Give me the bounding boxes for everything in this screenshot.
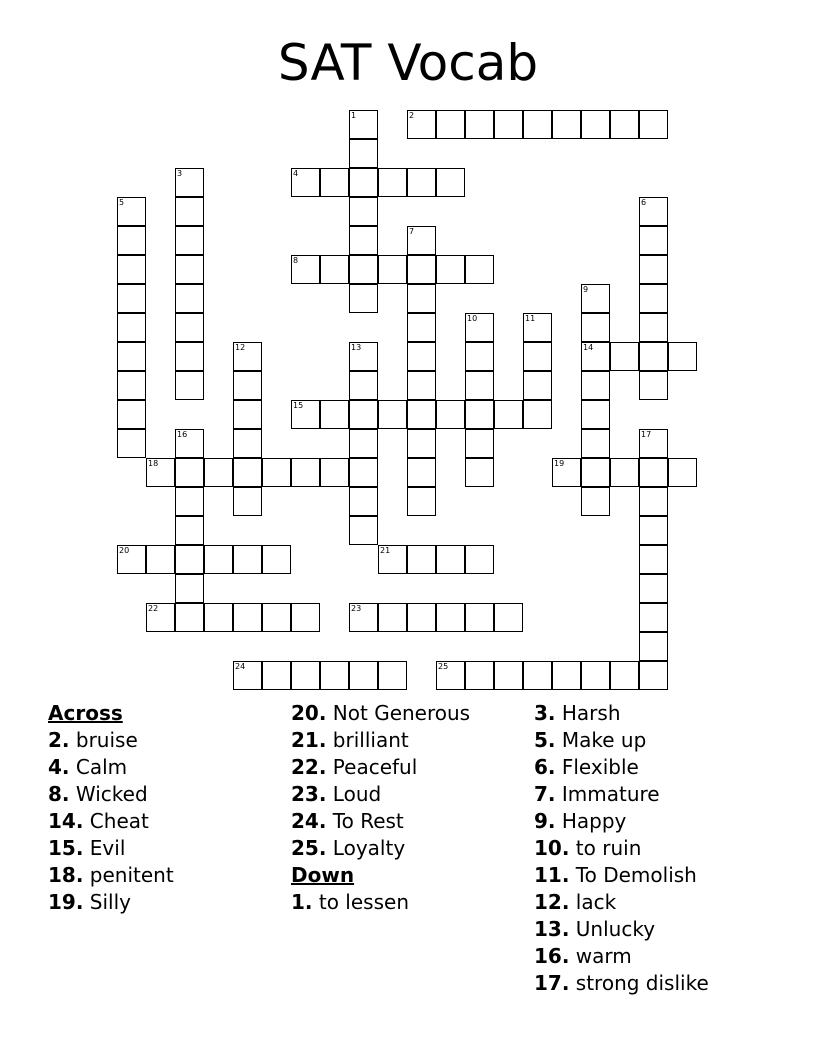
clue-number: 19 — [554, 459, 565, 468]
grid-cell[interactable] — [233, 371, 262, 400]
clue-item-number: 22. — [291, 755, 327, 779]
grid-cell[interactable] — [175, 487, 204, 516]
grid-cell[interactable] — [146, 603, 175, 632]
grid-cell[interactable] — [465, 603, 494, 632]
grid-cell[interactable] — [639, 661, 668, 690]
grid-cell[interactable] — [407, 313, 436, 342]
down-heading: Down — [291, 863, 355, 887]
grid-cell[interactable] — [436, 661, 465, 690]
grid-cell[interactable] — [581, 284, 610, 313]
clue-item — [48, 754, 293, 781]
clue-item-number: 17. — [534, 971, 570, 995]
clue-item-text: strong dislike — [575, 971, 709, 995]
grid-cell[interactable] — [378, 255, 407, 284]
grid-cell[interactable] — [291, 661, 320, 690]
grid-cell[interactable] — [349, 400, 378, 429]
grid-cell[interactable] — [581, 487, 610, 516]
clue-item-text: Calm — [75, 755, 128, 779]
clue-item-text: to ruin — [575, 836, 642, 860]
clue-item-number: 13. — [534, 917, 570, 941]
grid-cell[interactable] — [378, 661, 407, 690]
grid-cell[interactable] — [465, 371, 494, 400]
grid-cell[interactable] — [291, 400, 320, 429]
grid-cell[interactable] — [465, 661, 494, 690]
grid-cell[interactable] — [262, 603, 291, 632]
clue-item — [48, 781, 293, 808]
clue-item-text: To Demolish — [575, 863, 697, 887]
clue-item — [48, 862, 293, 889]
clue-item-text: Immature — [561, 782, 660, 806]
grid-cell[interactable] — [581, 313, 610, 342]
grid-cell[interactable] — [436, 168, 465, 197]
grid-cell[interactable] — [610, 661, 639, 690]
grid-cell[interactable] — [639, 632, 668, 661]
grid-cell[interactable] — [349, 139, 378, 168]
grid-cell[interactable] — [639, 574, 668, 603]
clue-item — [291, 781, 536, 808]
grid-cell[interactable] — [494, 661, 523, 690]
grid-cell[interactable] — [349, 197, 378, 226]
grid-cell[interactable] — [204, 458, 233, 487]
grid-cell[interactable] — [639, 110, 668, 139]
clue-item — [534, 943, 779, 970]
grid-cell[interactable] — [639, 603, 668, 632]
grid-cell[interactable] — [349, 371, 378, 400]
grid-cell[interactable] — [552, 110, 581, 139]
clue-item-number: 10. — [534, 836, 570, 860]
clue-item-number: 25. — [291, 836, 327, 860]
clue-item — [534, 727, 779, 754]
clue-item — [534, 862, 779, 889]
grid-cell[interactable] — [349, 168, 378, 197]
clue-number: 15 — [293, 401, 304, 410]
clue-list — [0, 700, 816, 995]
clue-number: 20 — [119, 546, 130, 555]
clue-item-text: Cheat — [89, 809, 149, 833]
grid-cell[interactable] — [523, 661, 552, 690]
grid-cell[interactable] — [233, 400, 262, 429]
grid-cell[interactable] — [581, 371, 610, 400]
grid-cell[interactable] — [494, 110, 523, 139]
clue-item — [48, 889, 293, 916]
grid-cell[interactable] — [175, 226, 204, 255]
grid-cell[interactable] — [320, 400, 349, 429]
grid-cell[interactable] — [117, 429, 146, 458]
clue-item-text: Happy — [561, 809, 627, 833]
grid-cell[interactable] — [117, 226, 146, 255]
grid-cell[interactable] — [117, 371, 146, 400]
grid-cell[interactable] — [262, 661, 291, 690]
grid-cell[interactable] — [407, 168, 436, 197]
clue-item-number: 2. — [48, 728, 70, 752]
clue-item-number: 23. — [291, 782, 327, 806]
grid-cell[interactable] — [349, 429, 378, 458]
clue-number: 10 — [467, 314, 478, 323]
grid-cell[interactable] — [523, 110, 552, 139]
clue-number: 5 — [119, 198, 125, 207]
clue-item-number: 3. — [534, 701, 556, 725]
grid-cell[interactable] — [175, 255, 204, 284]
grid-cell[interactable] — [175, 545, 204, 574]
grid-cell[interactable] — [639, 487, 668, 516]
clue-item — [48, 808, 293, 835]
clue-item-number: 12. — [534, 890, 570, 914]
grid-cell[interactable] — [349, 487, 378, 516]
clue-item-number: 24. — [291, 809, 327, 833]
grid-cell[interactable] — [349, 603, 378, 632]
grid-cell[interactable] — [146, 458, 175, 487]
grid-cell[interactable] — [436, 545, 465, 574]
grid-cell[interactable] — [175, 342, 204, 371]
clue-number: 11 — [525, 314, 536, 323]
clue-item — [534, 808, 779, 835]
grid-cell[interactable] — [407, 429, 436, 458]
clue-item-text: Make up — [561, 728, 647, 752]
grid-cell[interactable] — [378, 400, 407, 429]
grid-cell[interactable] — [610, 110, 639, 139]
clue-number: 9 — [583, 285, 589, 294]
clue-item-number: 6. — [534, 755, 556, 779]
grid-cell[interactable] — [320, 661, 349, 690]
grid-cell[interactable] — [436, 603, 465, 632]
clue-item-number: 20. — [291, 701, 327, 725]
grid-cell[interactable] — [465, 313, 494, 342]
grid-cell[interactable] — [581, 400, 610, 429]
grid-cell[interactable] — [117, 284, 146, 313]
clue-item-number: 19. — [48, 890, 84, 914]
across-heading: Across — [48, 701, 123, 725]
grid-cell[interactable] — [262, 458, 291, 487]
clue-number: 13 — [351, 343, 362, 352]
clue-number: 17 — [641, 430, 652, 439]
grid-cell[interactable] — [262, 545, 291, 574]
grid-cell[interactable] — [407, 458, 436, 487]
grid-cell[interactable] — [436, 110, 465, 139]
clue-item-text: Harsh — [561, 701, 621, 725]
grid-cell[interactable] — [407, 603, 436, 632]
grid-cell[interactable] — [639, 197, 668, 226]
clue-number: 14 — [583, 343, 594, 352]
grid-cell[interactable] — [581, 110, 610, 139]
clue-item-text: Loyalty — [332, 836, 406, 860]
grid-cell[interactable] — [465, 255, 494, 284]
grid-cell[interactable] — [320, 168, 349, 197]
grid-cell[interactable] — [465, 400, 494, 429]
clue-item-number: 16. — [534, 944, 570, 968]
clue-item — [291, 727, 536, 754]
clue-number: 7 — [409, 227, 415, 236]
grid-cell[interactable] — [581, 458, 610, 487]
grid-cell[interactable] — [610, 458, 639, 487]
grid-cell[interactable] — [291, 603, 320, 632]
clue-item-text: Peaceful — [332, 755, 418, 779]
clue-item — [291, 700, 536, 727]
clue-item-text: Unlucky — [575, 917, 656, 941]
clue-number: 8 — [293, 256, 299, 265]
clue-number: 25 — [438, 662, 449, 671]
grid-cell[interactable] — [233, 342, 262, 371]
grid-cell[interactable] — [581, 429, 610, 458]
grid-cell[interactable] — [378, 168, 407, 197]
grid-cell[interactable] — [581, 342, 610, 371]
grid-cell[interactable] — [436, 400, 465, 429]
puzzle-title: SAT Vocab — [277, 34, 539, 92]
clue-item — [534, 889, 779, 916]
grid-cell[interactable] — [233, 429, 262, 458]
clue-item-number: 18. — [48, 863, 84, 887]
clue-item-number: 1. — [291, 890, 313, 914]
grid-cell[interactable] — [407, 342, 436, 371]
clue-item — [291, 754, 536, 781]
clue-number: 21 — [380, 546, 391, 555]
clue-item-text: to lessen — [318, 890, 409, 914]
grid-cell[interactable] — [436, 255, 465, 284]
clue-item-number: 8. — [48, 782, 70, 806]
grid-cell[interactable] — [349, 226, 378, 255]
clue-item-number: 14. — [48, 809, 84, 833]
clue-item — [291, 835, 536, 862]
grid-cell[interactable] — [523, 313, 552, 342]
clue-item-number: 5. — [534, 728, 556, 752]
clue-item — [291, 808, 536, 835]
grid-cell[interactable] — [349, 284, 378, 313]
clue-number: 6 — [641, 198, 647, 207]
grid-cell[interactable] — [494, 603, 523, 632]
grid-cell[interactable] — [407, 284, 436, 313]
grid-cell[interactable] — [291, 255, 320, 284]
clue-number: 12 — [235, 343, 246, 352]
clue-number: 22 — [148, 604, 159, 613]
clue-item-text: Evil — [89, 836, 126, 860]
clue-column-3 — [534, 700, 779, 997]
grid-cell[interactable] — [639, 429, 668, 458]
clue-column-1 — [48, 700, 293, 916]
clue-number: 4 — [293, 169, 299, 178]
grid-cell[interactable] — [407, 110, 436, 139]
grid-cell[interactable] — [494, 400, 523, 429]
grid-cell[interactable] — [639, 284, 668, 313]
grid-cell[interactable] — [349, 458, 378, 487]
grid-cell[interactable] — [349, 110, 378, 139]
clue-item-text: Not Generous — [332, 701, 471, 725]
grid-cell[interactable] — [668, 342, 697, 371]
clue-item — [291, 889, 536, 916]
grid-cell[interactable] — [175, 574, 204, 603]
grid-cell[interactable] — [639, 342, 668, 371]
grid-cell[interactable] — [639, 545, 668, 574]
grid-cell[interactable] — [639, 516, 668, 545]
clue-number: 2 — [409, 111, 415, 120]
clue-item — [534, 835, 779, 862]
grid-cell[interactable] — [233, 603, 262, 632]
clue-item-text: warm — [575, 944, 632, 968]
grid-cell[interactable] — [581, 661, 610, 690]
grid-cell[interactable] — [175, 516, 204, 545]
grid-cell[interactable] — [233, 458, 262, 487]
grid-cell[interactable] — [233, 487, 262, 516]
clue-item-text: Wicked — [75, 782, 148, 806]
grid-cell[interactable] — [175, 458, 204, 487]
grid-cell[interactable] — [349, 516, 378, 545]
grid-cell[interactable] — [349, 255, 378, 284]
clue-item-text: penitent — [89, 863, 174, 887]
grid-cell[interactable] — [117, 400, 146, 429]
grid-cell[interactable] — [175, 168, 204, 197]
grid-cell[interactable] — [117, 342, 146, 371]
grid-cell[interactable] — [523, 342, 552, 371]
clue-item-text: Silly — [89, 890, 131, 914]
grid-cell[interactable] — [523, 371, 552, 400]
grid-cell[interactable] — [175, 313, 204, 342]
clue-item-number: 9. — [534, 809, 556, 833]
clue-item — [534, 700, 779, 727]
clue-item-text: lack — [575, 890, 617, 914]
clue-item — [534, 781, 779, 808]
grid-cell[interactable] — [407, 487, 436, 516]
grid-cell[interactable] — [465, 342, 494, 371]
grid-cell[interactable] — [175, 603, 204, 632]
grid-cell[interactable] — [407, 545, 436, 574]
clue-number: 23 — [351, 604, 362, 613]
grid-cell[interactable] — [639, 255, 668, 284]
grid-cell[interactable] — [407, 255, 436, 284]
grid-cell[interactable] — [407, 400, 436, 429]
grid-cell[interactable] — [378, 545, 407, 574]
grid-cell[interactable] — [291, 458, 320, 487]
grid-cell[interactable] — [204, 603, 233, 632]
grid-cell[interactable] — [639, 313, 668, 342]
clue-item — [534, 916, 779, 943]
grid-cell[interactable] — [175, 284, 204, 313]
grid-cell[interactable] — [320, 255, 349, 284]
grid-cell[interactable] — [552, 458, 581, 487]
grid-cell[interactable] — [407, 371, 436, 400]
grid-cell[interactable] — [668, 458, 697, 487]
grid-cell[interactable] — [639, 226, 668, 255]
grid-cell[interactable] — [465, 429, 494, 458]
clue-item-text: Loud — [332, 782, 382, 806]
grid-cell[interactable] — [639, 371, 668, 400]
clue-item-text: bruise — [75, 728, 138, 752]
grid-cell[interactable] — [175, 429, 204, 458]
grid-cell[interactable] — [204, 545, 233, 574]
grid-cell[interactable] — [117, 313, 146, 342]
clue-item — [534, 754, 779, 781]
grid-cell[interactable] — [320, 458, 349, 487]
clue-number: 3 — [177, 169, 183, 178]
grid-cell[interactable] — [552, 661, 581, 690]
clue-number: 18 — [148, 459, 159, 468]
clue-item-text: brilliant — [332, 728, 409, 752]
clue-item — [48, 835, 293, 862]
grid-cell[interactable] — [175, 197, 204, 226]
grid-cell[interactable] — [117, 545, 146, 574]
clue-item-text: To Rest — [332, 809, 404, 833]
grid-cell[interactable] — [639, 458, 668, 487]
grid-cell[interactable] — [117, 197, 146, 226]
grid-cell[interactable] — [523, 400, 552, 429]
grid-cell[interactable] — [233, 545, 262, 574]
grid-cell[interactable] — [349, 342, 378, 371]
clue-column-2 — [291, 700, 536, 916]
clue-item — [534, 970, 779, 997]
clue-item-number: 21. — [291, 728, 327, 752]
clue-item-number: 11. — [534, 863, 570, 887]
clue-item-text: Flexible — [561, 755, 639, 779]
clue-item-number: 4. — [48, 755, 70, 779]
clue-item-number: 7. — [534, 782, 556, 806]
grid-cell[interactable] — [349, 661, 378, 690]
grid-cell[interactable] — [175, 371, 204, 400]
clue-item-number: 15. — [48, 836, 84, 860]
clue-item — [48, 727, 293, 754]
grid-cell[interactable] — [291, 168, 320, 197]
grid-cell[interactable] — [233, 661, 262, 690]
grid-cell[interactable] — [117, 255, 146, 284]
clue-number: 24 — [235, 662, 246, 671]
grid-cell[interactable] — [465, 545, 494, 574]
grid-cell[interactable] — [378, 603, 407, 632]
grid-cell[interactable] — [610, 342, 639, 371]
clue-number: 16 — [177, 430, 188, 439]
clue-number: 1 — [351, 111, 357, 120]
grid-cell[interactable] — [465, 458, 494, 487]
grid-cell[interactable] — [146, 545, 175, 574]
grid-cell[interactable] — [465, 110, 494, 139]
grid-cell[interactable] — [407, 226, 436, 255]
